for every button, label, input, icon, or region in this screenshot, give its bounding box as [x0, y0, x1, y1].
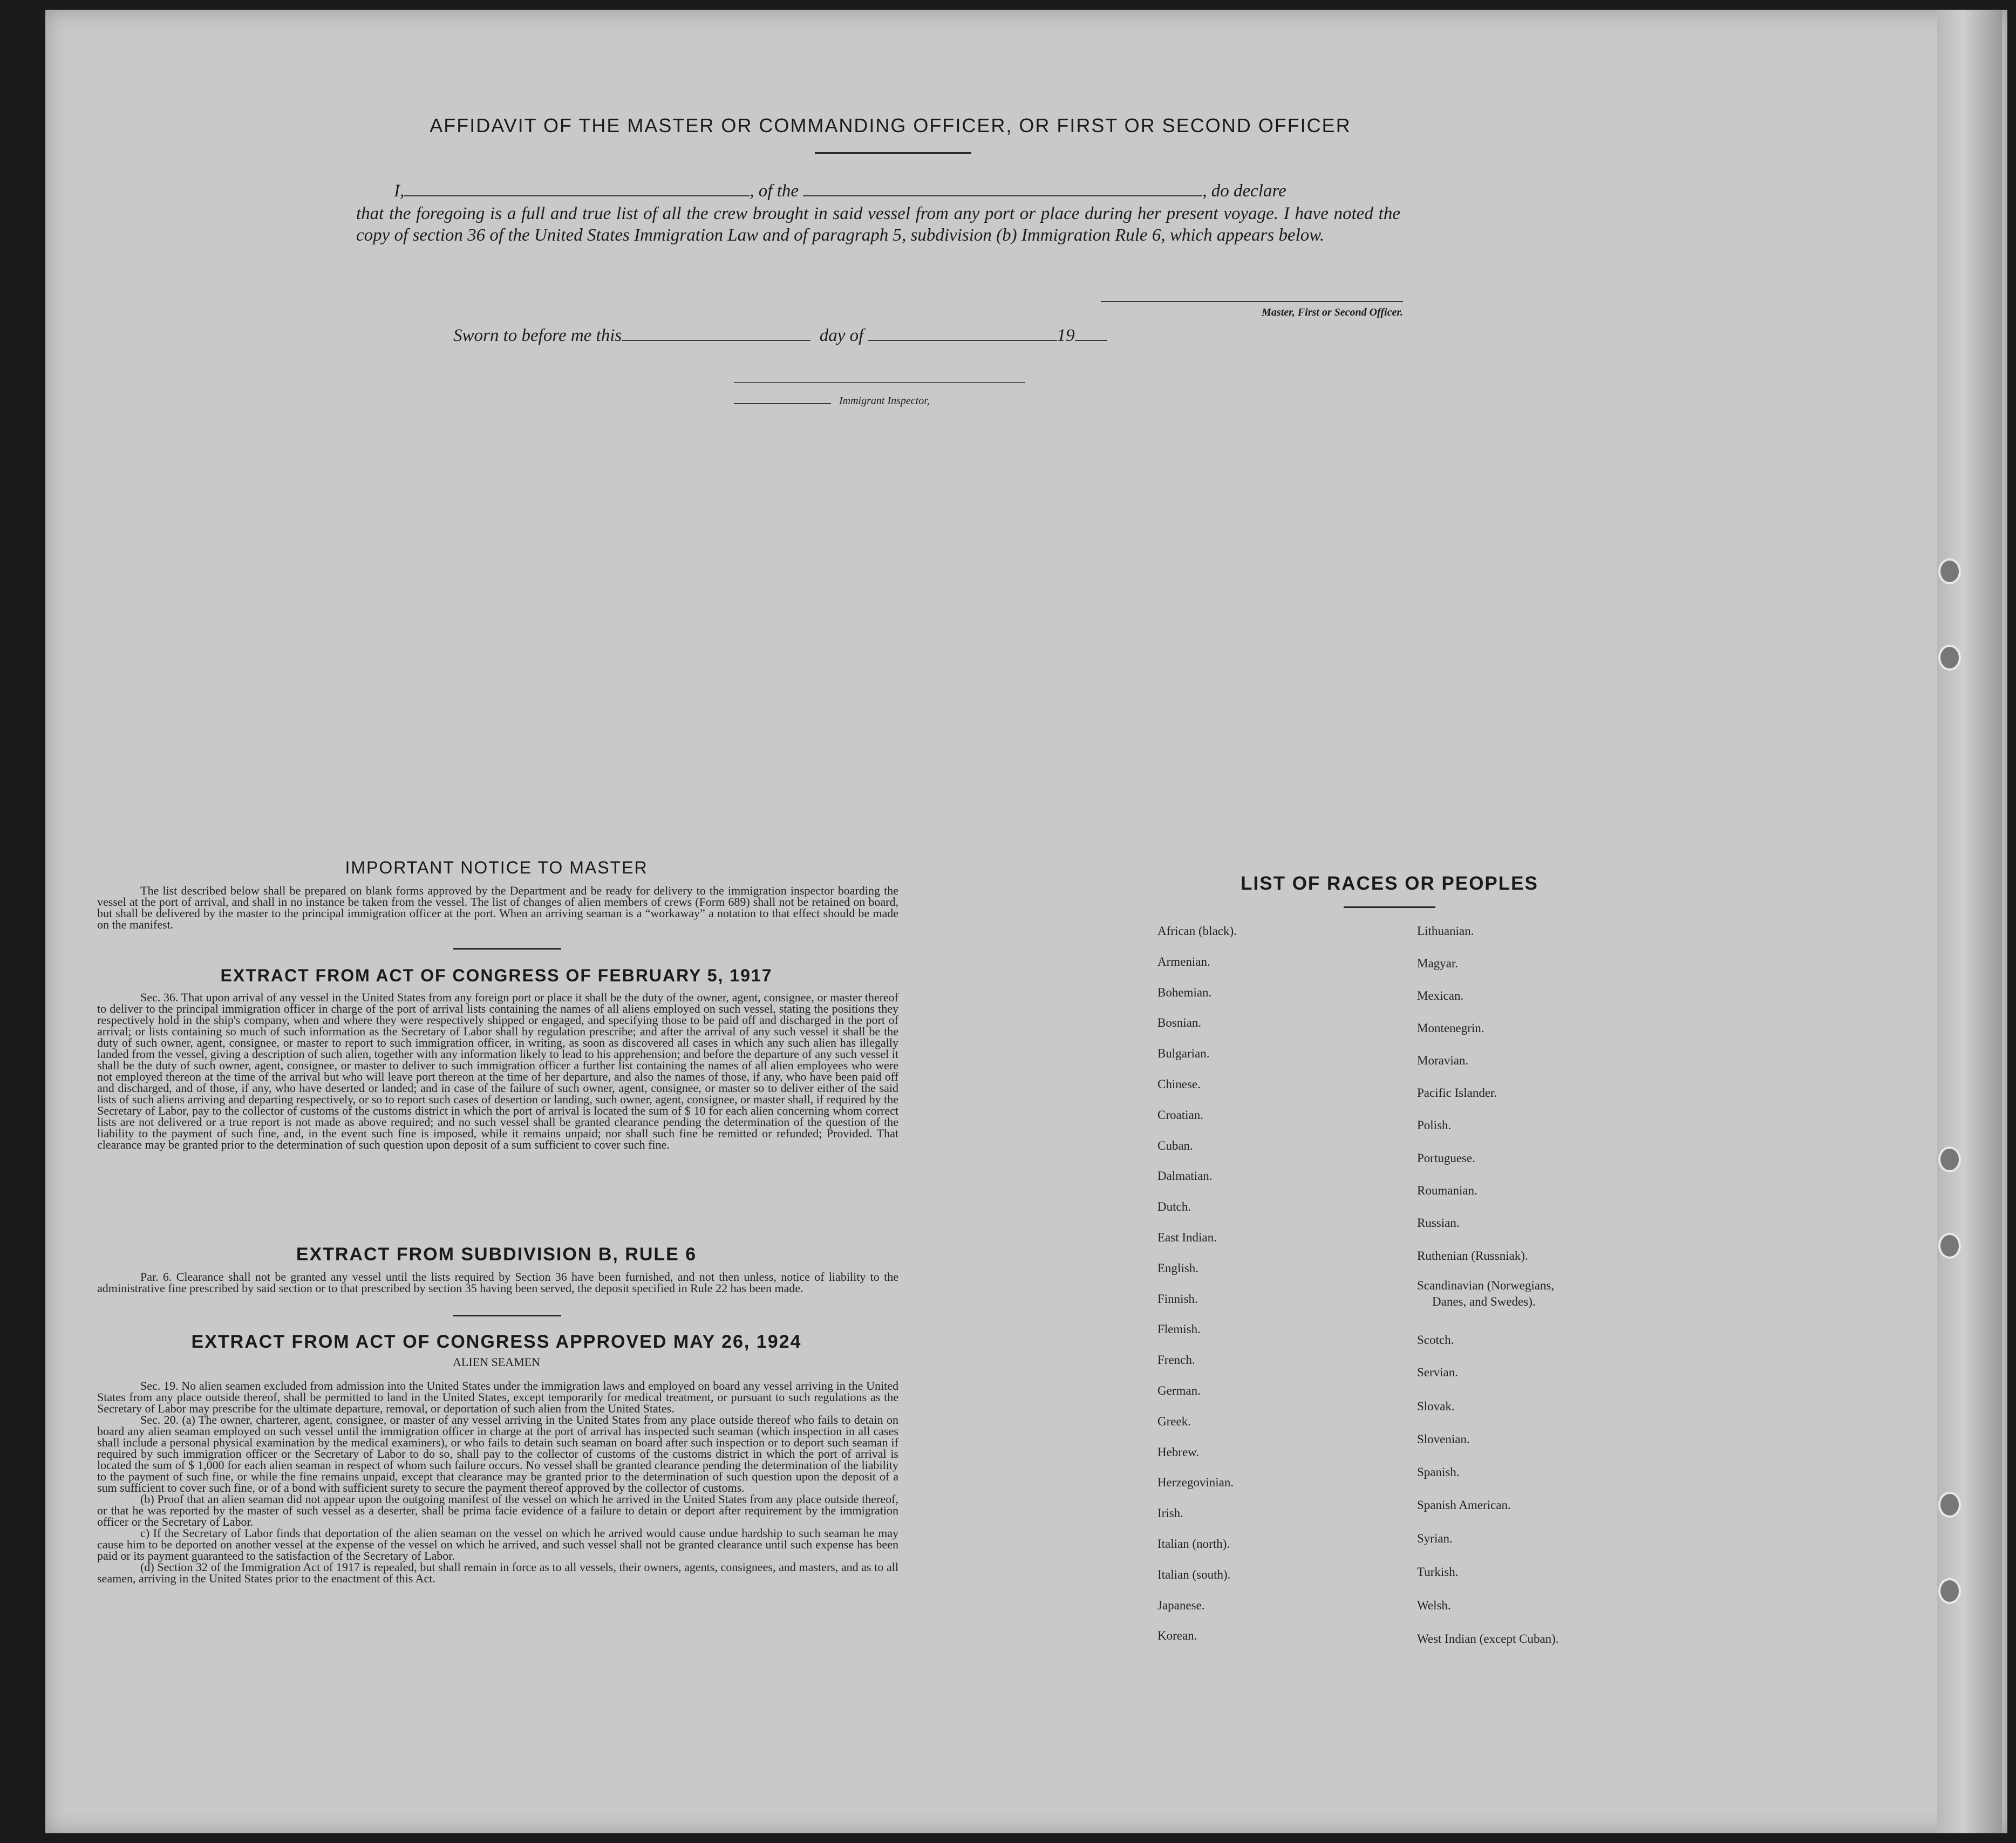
year-blank[interactable]	[1075, 340, 1107, 341]
race-item: Spanish American.	[1417, 1498, 1511, 1512]
divider	[453, 948, 561, 950]
race-item: Magyar.	[1417, 957, 1459, 970]
race-item: Korean.	[1157, 1629, 1197, 1643]
extract-1917-paragraph	[97, 992, 898, 1150]
race-item: Japanese.	[1157, 1598, 1205, 1612]
race-item: Armenian.	[1157, 954, 1210, 968]
race-item: Portuguese.	[1417, 1151, 1475, 1165]
extract-1917-title: EXTRACT FROM ACT OF CONGRESS OF FEBRUARY 5, 1917	[220, 966, 773, 985]
race-item: East Indian.	[1157, 1231, 1217, 1244]
binder-hole	[1938, 558, 1961, 584]
race-item: Pacific Islander.	[1417, 1086, 1497, 1100]
race-item: Spanish.	[1417, 1465, 1460, 1479]
sec-20d-text: (d) Section 32 of the Immigration Act of 1917 is repealed, but shall remain in force as to all vessels, their owners, agents, consignees, and masters, and as to all seamen, arriving in the United States prior to the enactment of this Act.	[97, 1560, 898, 1585]
notice-paragraph	[97, 885, 898, 930]
binder-hole	[1938, 1146, 1961, 1172]
race-item: Finnish.	[1157, 1292, 1198, 1306]
notice-title: IMPORTANT NOTICE TO MASTER	[345, 858, 648, 877]
race-item: Croatian.	[1157, 1108, 1203, 1122]
vessel-blank[interactable]	[803, 195, 1202, 196]
race-item: Bulgarian.	[1157, 1047, 1210, 1061]
binder-hole	[1938, 1233, 1961, 1259]
notice-text: The list described below shall be prepared on blank forms approved by the Department and be ready for delivery to the immigration inspector boarding the vessel at the port of arrival, and shall in no instance be taken from the vessel. The list of changes of alien members of crews (Form 689) shall not be retained on board, but shall be delivered by the master to the principal immigration officer at the port. When an arriving seaman is a “workaway” a notation to that effect should be made on the manifest.	[97, 884, 898, 931]
race-item: Polish.	[1417, 1118, 1452, 1132]
race-item: Greek.	[1157, 1414, 1191, 1428]
race-item: Danes, and Swedes).	[1432, 1295, 1536, 1308]
rule6-text: Par. 6. Clearance shall not be granted any vessel until the lists required by Section 36 have been furnished, and not then unless, notice of liability to the administrative fine prescribed by said section or to that prescribed by section 35 having been served, the deposit specified in Rule 22 has been made.	[97, 1270, 898, 1295]
day-of-label: day of	[819, 326, 864, 345]
sec-20c-text: c) If the Secretary of Labor finds that deportation of the alien seaman on the vessel on which he arrived would cause undue hardship to such seaman he may cause him to be deported on another vessel at the expense of the vessel on which he arrived, and such vessel shall not be granted clearance until such expense has been paid or its payment guaranteed to the satisfaction of the Secretary of Labor.	[97, 1526, 898, 1562]
race-item: African (black).	[1157, 924, 1237, 938]
inspector-row	[734, 395, 1025, 407]
sec-20b-text: (b) Proof that an alien seaman did not appear upon the outgoing manifest of the vessel on which he arrived in the United States from any place outside thereof, or that he was reported by the master of such vessel as a deserter, shall be prima facie evidence of a failure to detain or deport after requirement by the immigration officer or the Secretary of Labor.	[97, 1492, 898, 1528]
race-item: Italian (north).	[1157, 1537, 1230, 1551]
race-item: Dutch.	[1157, 1200, 1191, 1214]
rule6-title: EXTRACT FROM SUBDIVISION B, RULE 6	[296, 1244, 697, 1265]
race-item: Slovenian.	[1417, 1432, 1470, 1446]
race-item: Turkish.	[1417, 1565, 1459, 1579]
inspector-label: Immigrant Inspector,	[839, 395, 930, 407]
race-item: Scotch.	[1417, 1333, 1454, 1347]
race-item: Irish.	[1157, 1506, 1183, 1520]
label-of-the: , of the	[750, 181, 799, 201]
sec-19-text: Sec. 19. No alien seamen excluded from admission into the United States under the immigration laws and employed on board any vessel arriving in the United States from any place outside thereof, shall be permitted to land in the United States, except temporarily for medical treatment, or pursuant to such regulations as the Secretary of Labor may prescribe for the ultimate departure, removal, or deportation of such alien from the United States.	[97, 1379, 898, 1415]
extract-1924-paragraphs	[97, 1380, 898, 1584]
race-item: Bohemian.	[1157, 985, 1212, 999]
race-item: English.	[1157, 1261, 1199, 1275]
month-blank[interactable]	[868, 340, 1057, 341]
master-signature-line[interactable]	[1101, 301, 1403, 302]
race-item: Welsh.	[1417, 1599, 1451, 1612]
race-item: Dalmatian.	[1157, 1169, 1213, 1183]
race-item: Syrian.	[1417, 1532, 1453, 1545]
race-item: Roumanian.	[1417, 1184, 1477, 1197]
binder-hole	[1938, 1578, 1961, 1604]
label-declare: , do declare	[1202, 181, 1286, 201]
affidavit-body: that the foregoing is a full and true list of all the crew brought in said vessel from any port or place during her present voyage. I have noted the copy of section 36 of the United States Immigration Law and of paragraph 5, subdivision (b) Immigration Rule 6, which appears below.	[356, 204, 1400, 245]
inspector-blank[interactable]	[734, 403, 831, 404]
label-i: I,	[394, 181, 405, 201]
race-item: Mexican.	[1417, 989, 1464, 1002]
divider	[815, 152, 971, 154]
divider	[1344, 906, 1435, 908]
extract-1924-title: EXTRACT FROM ACT OF CONGRESS APPROVED MAY 26, 1924	[191, 1332, 802, 1352]
race-item: Hebrew.	[1157, 1445, 1200, 1459]
alien-seamen-subtitle: ALIEN SEAMEN	[453, 1355, 540, 1369]
race-item: Ruthenian (Russniak).	[1417, 1249, 1528, 1262]
race-item: Bosnian.	[1157, 1016, 1202, 1030]
affidavit-title: AFFIDAVIT OF THE MASTER OR COMMANDING OFFICER, OR FIRST OR SECOND OFFICER	[430, 114, 1351, 136]
race-item: Chinese.	[1157, 1077, 1201, 1091]
race-item: Servian.	[1417, 1366, 1459, 1379]
rule6-paragraph	[97, 1271, 898, 1294]
sec-20a-text: Sec. 20. (a) The owner, charterer, agent, consignee, or master of any vessel arriving in the United States from any place outside thereof who fails to detain on board any alien seaman employed on such vessel until the immigration officer in charge at the port of arrival has inspected such seaman (which inspection in all cases shall include a personal physical examination by the medical examiners), or who fails to detain such seaman on board after such inspection or to deport such seaman if required by such immigration officer or the Secretary of Labor to do so, shall pay to the collector of customs of the customs district in which the port of arrival is located the sum of $ 1,000 for each alien seaman in respect of whom such failure occurs. No vessel shall be granted clearance pending the determination of the liability to the payment of such fine, or while the fine remains unpaid, except that clearance may be granted prior to the determination of such question upon the deposit of a sum sufficient to cover such fine, or of a bond with sufficient surety to secure the payment thereof approved by the collector of customs.	[97, 1413, 898, 1494]
page-edge	[1937, 10, 2002, 1833]
race-item: French.	[1157, 1353, 1195, 1367]
sworn-label: Sworn to before me this	[453, 326, 622, 345]
race-item: Slovak.	[1417, 1400, 1455, 1413]
race-item: Scandinavian (Norwegians,	[1417, 1279, 1555, 1292]
race-item: Italian (south).	[1157, 1567, 1231, 1581]
race-item: Cuban.	[1157, 1138, 1193, 1152]
day-blank[interactable]	[622, 340, 811, 341]
race-item: Flemish.	[1157, 1322, 1201, 1336]
sworn-line	[453, 326, 1209, 346]
extract-1917-text: Sec. 36. That upon arrival of any vessel in the United States from any foreign port or place it shall be the duty of the owner, agent, consignee, or master thereof to deliver to the principal immigration officer in charge of the port of arrival lists containing the names of all aliens employed on such vessel, stating the positions they respectively hold in the ship's company, when and where they were respectively shipped or engaged, and specifying those to be paid off and discharged in the port of arrival; or lists containing so much of such information as the Secretary of Labor shall by regulation prescribe; and after the arrival of any such vessel it shall be the duty of such owner, agent, consignee, or master to report to such immigration officer, in writing, as soon as discovered all cases in which any such alien has illegally landed from the vessel, giving a description of such alien, together with any information likely to lead to his apprehension; and before the departure of any such vessel it shall be the duty of such owner, agent, consignee, or master to deliver to such immigration officer a further list containing the names of all alien employees who were not employed thereon at the time of the arrival but who will leave port thereon at the time of her departure, and also the names of those, if any, who have been paid off and discharged, and of those, if any, who have deserted or landed; and in case of the failure of such owner, agent, consignee, or master so to deliver either of the said lists of such aliens arriving and departing respectively, or so to report such cases of desertion or landing, such owner, agent, consignee, or master shall, if required by the Secretary of Labor, pay to the collector of customs of the customs district in which the port of arrival is located the sum of $ 10 for each alien concerning whom correct lists are not delivered or a true report is not made as above required; and no such vessel shall be granted clearance pending the determination of the question of the liability to the payment of such fine, and, in the event such fine is imposed, while it remains unpaid; nor shall such fine be remitted or refunded; Provided. That clearance may be granted prior to the determination of such question upon deposit of a sum sufficient to cover such fine.	[97, 991, 898, 1151]
race-item: Herzegovinian.	[1157, 1476, 1234, 1490]
year-prefix: 19	[1057, 326, 1075, 345]
race-item: West Indian (except Cuban).	[1417, 1632, 1559, 1646]
binder-hole	[1938, 1492, 1961, 1518]
race-item: Lithuanian.	[1417, 924, 1474, 938]
race-item: German.	[1157, 1384, 1201, 1397]
binder-hole	[1938, 645, 1961, 671]
race-item: Russian.	[1417, 1216, 1460, 1230]
races-title: LIST OF RACES OR PEOPLES	[1241, 873, 1538, 894]
name-blank[interactable]	[404, 195, 750, 196]
race-item: Moravian.	[1417, 1054, 1469, 1067]
race-item: Montenegrin.	[1417, 1021, 1484, 1035]
affidavit-declaration-line	[394, 181, 1398, 201]
master-signature-label: Master, First or Second Officer.	[1262, 306, 1403, 318]
divider	[453, 1315, 561, 1316]
inspector-signature-line[interactable]	[734, 382, 1025, 383]
